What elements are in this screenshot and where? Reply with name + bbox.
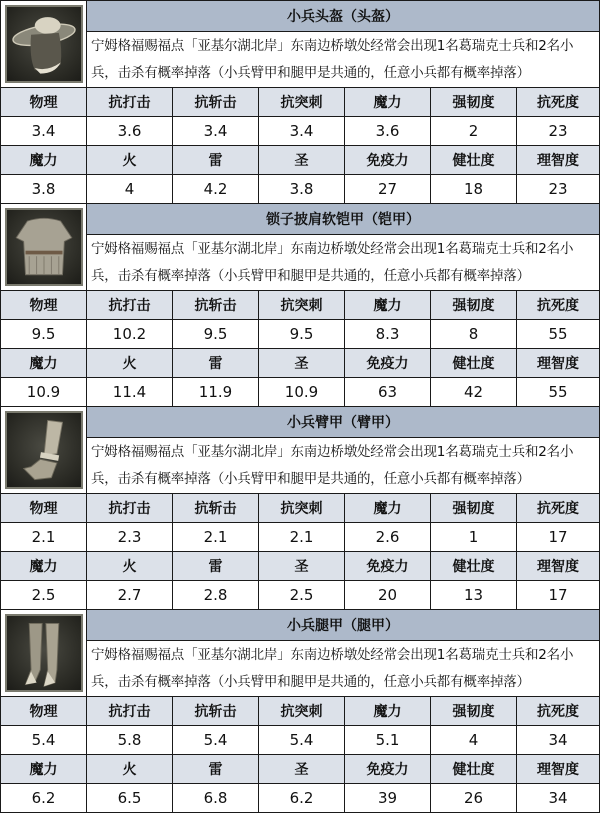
stat-label: 抗打击 <box>87 494 173 523</box>
stat-value: 34 <box>517 726 600 755</box>
stat-value: 23 <box>517 117 600 146</box>
item-image-cell <box>1 407 87 494</box>
stat-value: 26 <box>431 784 517 813</box>
stat-value: 17 <box>517 581 600 610</box>
stat-label: 魔力 <box>1 349 87 378</box>
stat-label: 抗死度 <box>517 494 600 523</box>
stat-value: 5.4 <box>1 726 87 755</box>
stat-label: 雷 <box>173 755 259 784</box>
stat-label: 理智度 <box>517 349 600 378</box>
stat-value: 3.6 <box>345 117 431 146</box>
stat-value: 17 <box>517 523 600 552</box>
stat-label: 雷 <box>173 146 259 175</box>
stat-value: 34 <box>517 784 600 813</box>
stat-label-row-2 <box>1 755 600 784</box>
stat-label: 强韧度 <box>431 494 517 523</box>
stat-value: 2.3 <box>87 523 173 552</box>
stat-label: 魔力 <box>1 552 87 581</box>
stat-value: 5.4 <box>259 726 345 755</box>
stat-value-row-1 <box>1 117 600 146</box>
item-title: 小兵头盔（头盔） <box>87 1 600 32</box>
stat-label: 魔力 <box>1 755 87 784</box>
gauntlet-icon <box>5 411 83 489</box>
stat-label: 强韧度 <box>431 291 517 320</box>
stat-label: 免疫力 <box>345 146 431 175</box>
stat-value: 6.2 <box>259 784 345 813</box>
stat-value: 18 <box>431 175 517 204</box>
stat-value: 1 <box>431 523 517 552</box>
stat-value-row-2 <box>1 378 600 407</box>
stat-label: 强韧度 <box>431 697 517 726</box>
stat-value: 2.5 <box>1 581 87 610</box>
stat-value: 9.5 <box>173 320 259 349</box>
stat-label: 抗突刺 <box>259 291 345 320</box>
stat-value: 2.1 <box>1 523 87 552</box>
stat-label: 物理 <box>1 88 87 117</box>
stat-value: 2.7 <box>87 581 173 610</box>
item-description: 宁姆格福赐福点「亚基尔湖北岸」东南边桥墩处经常会出现1名葛瑞克士兵和2名小兵，击杀有概率掉落（小兵臂甲和腿甲是共通的，任意小兵都有概率掉落） <box>87 235 600 291</box>
stat-value: 20 <box>345 581 431 610</box>
stat-value: 2 <box>431 117 517 146</box>
item-image-cell <box>1 610 87 697</box>
stat-label: 抗打击 <box>87 88 173 117</box>
stat-value-row-2 <box>1 784 600 813</box>
stat-value: 2.1 <box>173 523 259 552</box>
stat-label: 抗死度 <box>517 291 600 320</box>
stat-value: 23 <box>517 175 600 204</box>
stat-label: 理智度 <box>517 146 600 175</box>
stat-label: 物理 <box>1 494 87 523</box>
stat-label-row-1 <box>1 88 600 117</box>
stat-value: 6.5 <box>87 784 173 813</box>
stat-label: 健壮度 <box>431 552 517 581</box>
stat-value: 9.5 <box>259 320 345 349</box>
stat-label: 抗打击 <box>87 697 173 726</box>
stat-value-row-1 <box>1 320 600 349</box>
stat-value: 3.8 <box>1 175 87 204</box>
stat-value: 2.8 <box>173 581 259 610</box>
stat-label: 魔力 <box>345 697 431 726</box>
stat-value: 2.5 <box>259 581 345 610</box>
item-title-row <box>1 1 600 32</box>
stat-label: 物理 <box>1 697 87 726</box>
stat-label: 免疫力 <box>345 349 431 378</box>
item-title: 小兵臂甲（臂甲） <box>87 407 600 438</box>
stat-value: 8.3 <box>345 320 431 349</box>
stat-label: 抗斩击 <box>173 291 259 320</box>
item-description: 宁姆格福赐福点「亚基尔湖北岸」东南边桥墩处经常会出现1名葛瑞克士兵和2名小兵，击杀有概率掉落（小兵臂甲和腿甲是共通的，任意小兵都有概率掉落） <box>87 641 600 697</box>
stat-label: 圣 <box>259 755 345 784</box>
stat-value: 3.4 <box>173 117 259 146</box>
stat-value: 5.8 <box>87 726 173 755</box>
chest-armor-icon <box>5 208 83 286</box>
item-description-row <box>1 32 600 88</box>
stat-label: 抗打击 <box>87 291 173 320</box>
stat-label: 抗斩击 <box>173 697 259 726</box>
stat-value: 2.6 <box>345 523 431 552</box>
stat-value: 4 <box>87 175 173 204</box>
stat-value: 6.2 <box>1 784 87 813</box>
stat-value-row-2 <box>1 581 600 610</box>
stat-value: 10.9 <box>1 378 87 407</box>
stat-label: 火 <box>87 755 173 784</box>
item-description: 宁姆格福赐福点「亚基尔湖北岸」东南边桥墩处经常会出现1名葛瑞克士兵和2名小兵，击杀有概率掉落（小兵臂甲和腿甲是共通的，任意小兵都有概率掉落） <box>87 438 600 494</box>
stat-label: 魔力 <box>345 88 431 117</box>
stat-label: 抗死度 <box>517 88 600 117</box>
stat-label: 火 <box>87 146 173 175</box>
stat-value-row-1 <box>1 726 600 755</box>
stat-value: 3.8 <box>259 175 345 204</box>
item-title: 小兵腿甲（腿甲） <box>87 610 600 641</box>
stat-label: 圣 <box>259 146 345 175</box>
stat-label: 健壮度 <box>431 349 517 378</box>
stat-value: 27 <box>345 175 431 204</box>
stat-value: 2.1 <box>259 523 345 552</box>
item-description-row <box>1 641 600 697</box>
stat-value: 3.4 <box>1 117 87 146</box>
item-image-cell <box>1 204 87 291</box>
stat-value: 3.4 <box>259 117 345 146</box>
stat-label-row-2 <box>1 146 600 175</box>
stat-value: 11.9 <box>173 378 259 407</box>
stat-value: 3.6 <box>87 117 173 146</box>
stat-label: 火 <box>87 349 173 378</box>
stat-label: 理智度 <box>517 755 600 784</box>
stat-value-row-2 <box>1 175 600 204</box>
stat-value: 9.5 <box>1 320 87 349</box>
stat-label: 免疫力 <box>345 552 431 581</box>
stat-value: 4.2 <box>173 175 259 204</box>
stat-value: 13 <box>431 581 517 610</box>
stat-value: 63 <box>345 378 431 407</box>
item-description: 宁姆格福赐福点「亚基尔湖北岸」东南边桥墩处经常会出现1名葛瑞克士兵和2名小兵，击杀有概率掉落（小兵臂甲和腿甲是共通的，任意小兵都有概率掉落） <box>87 32 600 88</box>
stat-value: 5.1 <box>345 726 431 755</box>
helmet-icon <box>5 5 83 83</box>
stat-value: 10.2 <box>87 320 173 349</box>
stat-label: 免疫力 <box>345 755 431 784</box>
stat-value: 4 <box>431 726 517 755</box>
stat-label: 魔力 <box>1 146 87 175</box>
stat-label: 物理 <box>1 291 87 320</box>
stat-label: 雷 <box>173 552 259 581</box>
stat-label: 圣 <box>259 349 345 378</box>
stat-value: 42 <box>431 378 517 407</box>
stat-label: 魔力 <box>345 291 431 320</box>
stat-value: 8 <box>431 320 517 349</box>
item-title-row <box>1 407 600 438</box>
stat-label-row-1 <box>1 494 600 523</box>
stat-label: 健壮度 <box>431 146 517 175</box>
stat-label: 抗突刺 <box>259 494 345 523</box>
stat-value: 5.4 <box>173 726 259 755</box>
stat-value-row-1 <box>1 523 600 552</box>
stat-label: 强韧度 <box>431 88 517 117</box>
stat-label: 抗突刺 <box>259 697 345 726</box>
item-description-row <box>1 235 600 291</box>
stat-label: 抗死度 <box>517 697 600 726</box>
stat-value: 11.4 <box>87 378 173 407</box>
stat-label-row-1 <box>1 697 600 726</box>
item-image-cell <box>1 1 87 88</box>
stat-label-row-2 <box>1 552 600 581</box>
stat-label-row-2 <box>1 349 600 378</box>
item-title: 锁子披肩软铠甲（铠甲） <box>87 204 600 235</box>
stat-label: 火 <box>87 552 173 581</box>
stat-label: 抗斩击 <box>173 494 259 523</box>
stat-label: 理智度 <box>517 552 600 581</box>
stat-label: 抗突刺 <box>259 88 345 117</box>
stat-label: 抗斩击 <box>173 88 259 117</box>
item-description-row <box>1 438 600 494</box>
stat-value: 6.8 <box>173 784 259 813</box>
stat-value: 55 <box>517 320 600 349</box>
stat-label: 雷 <box>173 349 259 378</box>
stat-label: 魔力 <box>345 494 431 523</box>
stat-value: 10.9 <box>259 378 345 407</box>
item-title-row <box>1 204 600 235</box>
stat-value: 39 <box>345 784 431 813</box>
stat-label-row-1 <box>1 291 600 320</box>
stat-label: 健壮度 <box>431 755 517 784</box>
stat-value: 55 <box>517 378 600 407</box>
stat-label: 圣 <box>259 552 345 581</box>
item-title-row <box>1 610 600 641</box>
greaves-icon <box>5 614 83 692</box>
